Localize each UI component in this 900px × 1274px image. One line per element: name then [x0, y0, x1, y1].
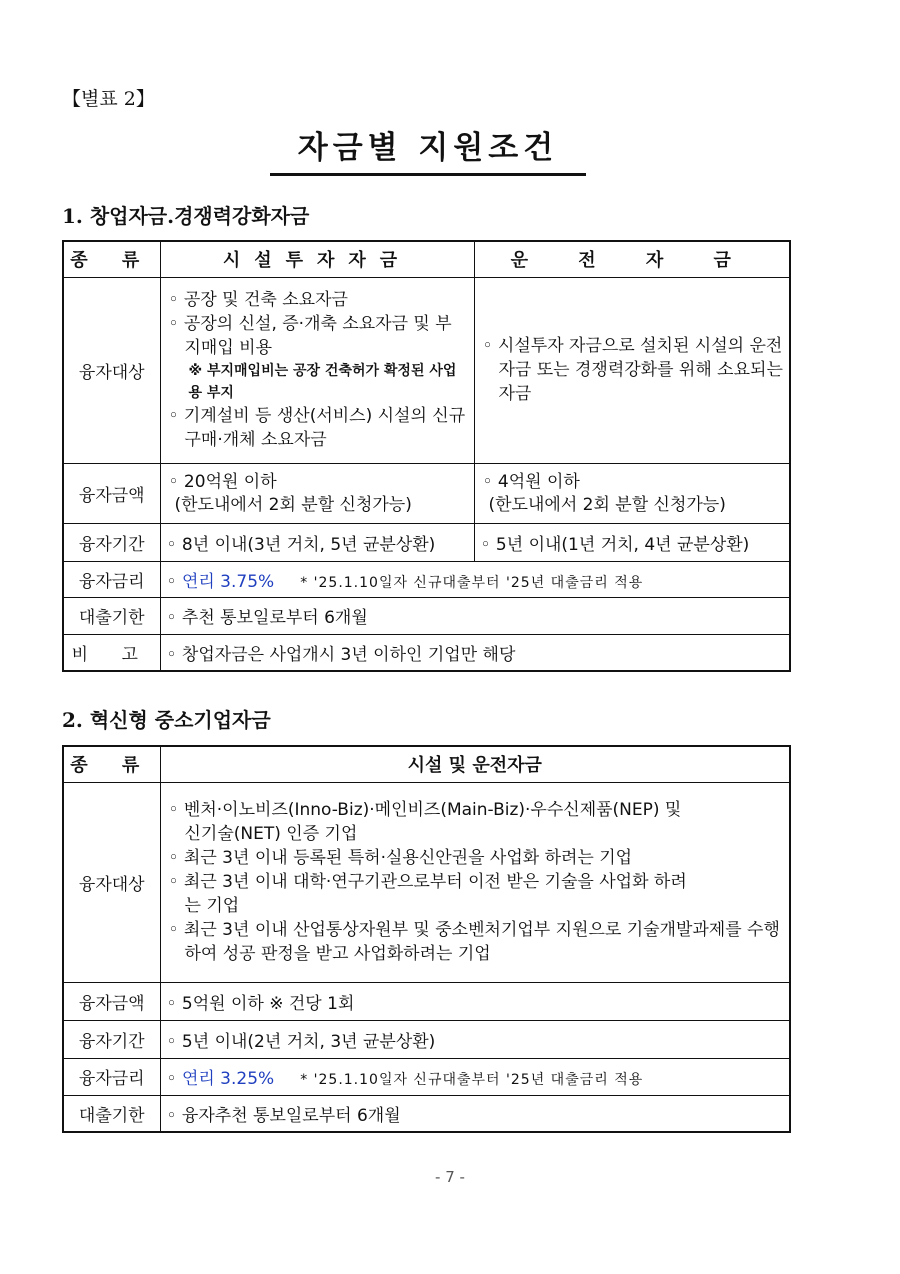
- remark-cell: ◦ 창업자금은 사업개시 3년 이하인 기업만 해당: [160, 634, 790, 671]
- list-item: ◦ 최근 3년 이내 등록된 특허·실용신안권을 사업화 하려는 기업: [168, 848, 633, 868]
- rate-note: * '25.1.10일자 신규대출부터 '25년 대출금리 적용: [300, 574, 644, 591]
- list-item: ◦ 시설투자 자금으로 설치된 시설의 운전자금 또는 경쟁력강화를 위해 소요되는 자금: [482, 336, 783, 404]
- period-facility-cell: ◦ 8년 이내(3년 거치, 5년 균분상환): [160, 523, 474, 561]
- col-fund-header: 시설 및 운전자금: [160, 746, 790, 782]
- table-row: [63, 463, 790, 523]
- table-row: [63, 1095, 790, 1132]
- table-row: [63, 982, 790, 1020]
- col-operating-header: 운 전 자 금: [474, 241, 790, 277]
- bullet: ◦: [166, 571, 182, 592]
- bullet: ◦: [166, 1069, 182, 1089]
- table-row: [63, 277, 790, 463]
- page-number: - 7 -: [435, 1168, 465, 1186]
- period-operating-cell: ◦ 5년 이내(1년 거치, 4년 균분상환): [474, 523, 790, 561]
- row-label: 융자대상: [63, 277, 160, 463]
- header-row: [63, 241, 790, 277]
- table-row: [63, 523, 790, 561]
- note-text: ※ 부지매입비는 공장 건축허가 확정된 사업용 부지: [188, 363, 457, 401]
- list-item: ◦ 공장의 신설, 증·개축 소요자금 및 부지매입 비용: [168, 314, 452, 358]
- list-item: ◦ 최근 3년 이내 산업통상자원부 및 중소벤처기업부 지원으로 기술개발과제를 수행하여 성공 판정을 받고 사업화하려는 기업: [168, 920, 780, 964]
- target-facility-cell: [160, 277, 474, 463]
- row-label: 대출기한: [63, 1095, 160, 1132]
- deadline-cell: ◦ 추천 통보일로부터 6개월: [160, 597, 790, 634]
- rate-value: 연리 3.75%: [181, 571, 275, 592]
- table-row: [63, 1058, 790, 1095]
- rate-value: 연리 3.25%: [181, 1069, 275, 1089]
- col-kind-header: 종 류: [63, 241, 160, 277]
- row-label: 융자금액: [63, 463, 160, 523]
- target-operating-cell: [474, 277, 790, 463]
- col-facility-header: 시설투자자금: [160, 241, 474, 277]
- row-label: 대출기한: [63, 597, 160, 634]
- row-label: 융자대상: [63, 782, 160, 982]
- list-item: ◦ 벤처·이노비즈(Inno-Biz)·메인비즈(Main-Biz)·우수신제품(NEP) 및 신기술(NET) 인증 기업: [168, 800, 682, 844]
- row-label: 융자금리: [63, 561, 160, 597]
- col-kind-header: 종 류: [63, 746, 160, 782]
- target-cell: [160, 782, 790, 982]
- row-label: 융자기간: [63, 1020, 160, 1058]
- table-row: [63, 1020, 790, 1058]
- table-row: [63, 782, 790, 982]
- list-item: ◦ 기계설비 등 생산(서비스) 시설의 신규 구매·개체 소요자금: [168, 406, 466, 450]
- table-row: [63, 561, 790, 597]
- row-label: 비 고: [63, 634, 160, 671]
- amount-operating-cell: [474, 463, 790, 523]
- header-row: [63, 746, 790, 782]
- list-item: ◦ 공장 및 건축 소요자금: [168, 290, 348, 310]
- section1-heading: 1. 창업자금.경쟁력강화자금: [62, 204, 310, 228]
- row-label: 융자금리: [63, 1058, 160, 1095]
- rate-cell: [160, 561, 790, 597]
- rate-note: * '25.1.10일자 신규대출부터 '25년 대출금리 적용: [300, 1072, 644, 1088]
- row-label: 융자기간: [63, 523, 160, 561]
- amount-facility-cell: [160, 463, 474, 523]
- list-item: ◦ 20억원 이하: [168, 472, 277, 492]
- rate-cell: [160, 1058, 790, 1095]
- table-row: [63, 634, 790, 671]
- page-title: 자금별 지원조건: [270, 122, 586, 176]
- list-item: ◦ 최근 3년 이내 대학·연구기관으로부터 이전 받은 기술을 사업화 하려는 기업: [168, 872, 687, 916]
- sub-text: (한도내에서 2회 분할 신청가능): [174, 495, 412, 515]
- table-row: [63, 597, 790, 634]
- annex-label: 【별표 2】: [62, 88, 155, 110]
- section2-table: [62, 745, 791, 1133]
- amount-cell: ◦ 5억원 이하 ※ 건당 1회: [160, 982, 790, 1020]
- section2-heading: 2. 혁신형 중소기업자금: [62, 708, 271, 732]
- section1-table: [62, 240, 791, 672]
- sub-text: (한도내에서 2회 분할 신청가능): [488, 495, 726, 515]
- period-cell: ◦ 5년 이내(2년 거치, 3년 균분상환): [160, 1020, 790, 1058]
- list-item: ◦ 4억원 이하: [482, 472, 580, 492]
- deadline-cell: ◦ 융자추천 통보일로부터 6개월: [160, 1095, 790, 1132]
- row-label: 융자금액: [63, 982, 160, 1020]
